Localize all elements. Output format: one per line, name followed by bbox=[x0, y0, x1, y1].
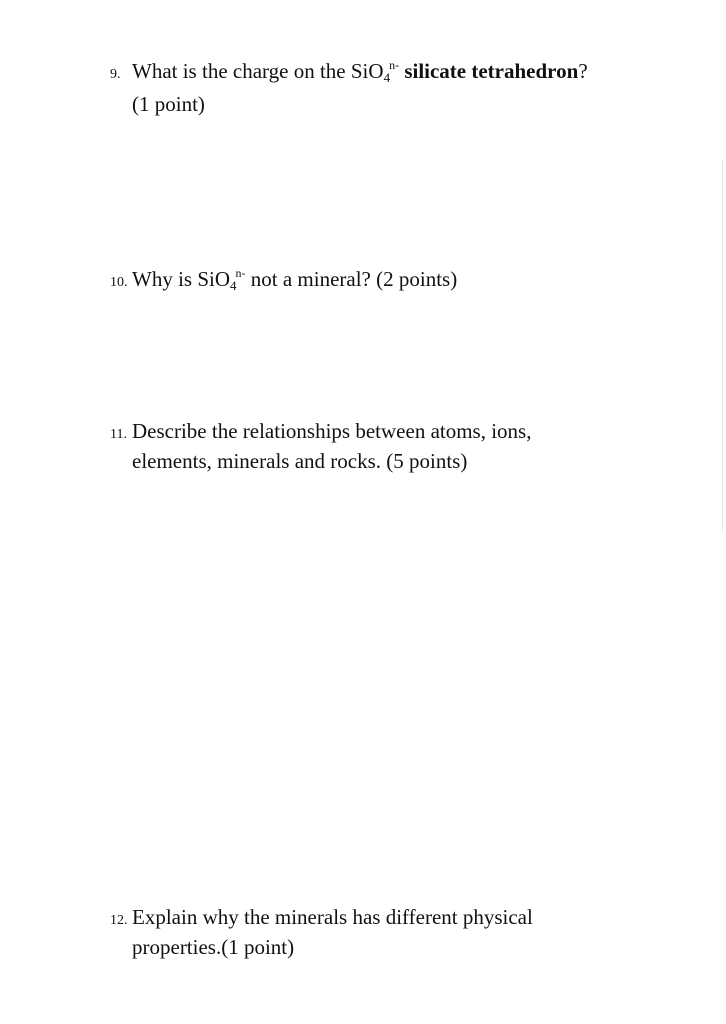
question-12 bbox=[110, 904, 630, 961]
question-bold-term: silicate tetrahedron bbox=[404, 59, 579, 83]
question-number: 11. bbox=[110, 427, 127, 442]
question-number: 9. bbox=[110, 67, 121, 82]
chemical-formula bbox=[197, 260, 245, 299]
question-text: Describe the relationships between atoms, ions, bbox=[132, 419, 532, 443]
formula-base: SiO bbox=[350, 59, 384, 83]
question-9-line-1 bbox=[110, 52, 630, 91]
question-12-line-2: properties.(1 point) bbox=[132, 935, 295, 959]
question-text-end: not a mineral? (2 points) bbox=[245, 267, 458, 291]
question-11 bbox=[110, 418, 630, 475]
question-text-end: ? bbox=[578, 59, 588, 83]
question-11-line-1 bbox=[110, 418, 630, 448]
chemical-formula bbox=[351, 52, 399, 91]
question-9 bbox=[110, 52, 630, 118]
question-text: Explain why the minerals has different physical bbox=[132, 905, 533, 929]
formula-subscript: 4 bbox=[230, 278, 237, 293]
question-number: 10. bbox=[110, 275, 128, 290]
formula-superscript: n- bbox=[389, 58, 400, 72]
question-9-points: (1 point) bbox=[132, 92, 205, 116]
question-10-line-1 bbox=[110, 260, 630, 299]
formula-subscript: 4 bbox=[383, 70, 391, 85]
question-text: Why is bbox=[132, 267, 198, 291]
page-edge-divider bbox=[722, 160, 723, 530]
formula-base: SiO bbox=[197, 267, 231, 291]
question-text: What is the charge on the bbox=[132, 59, 351, 83]
question-11-line-2: elements, minerals and rocks. (5 points) bbox=[132, 449, 468, 473]
question-10 bbox=[110, 260, 630, 299]
formula-superscript: n- bbox=[235, 266, 246, 280]
question-12-line-1 bbox=[110, 904, 630, 934]
question-number: 12. bbox=[110, 913, 128, 928]
